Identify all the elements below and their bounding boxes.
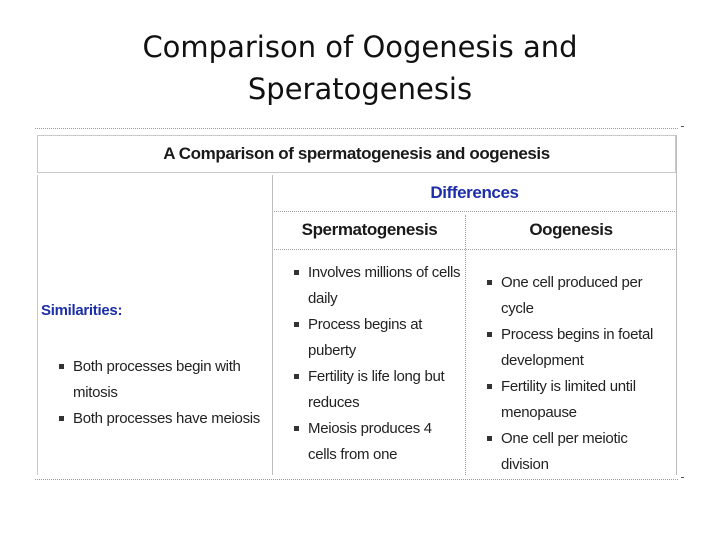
similarities-cell bbox=[37, 175, 271, 475]
slide-title-line-1: Comparison of Oogenesis and bbox=[142, 30, 578, 64]
slide-title bbox=[60, 26, 660, 110]
list-item: Both processes have meiosis bbox=[56, 406, 271, 432]
list-item: Process begins in foetal development bbox=[484, 322, 670, 374]
spermatogenesis-header: Spermatogenesis bbox=[301, 220, 438, 239]
row-divider bbox=[274, 249, 675, 250]
comparison-table bbox=[35, 128, 678, 480]
column-divider bbox=[272, 175, 273, 475]
similarities-label: Similarities: bbox=[41, 302, 123, 319]
list-item: Involves millions of cells daily bbox=[291, 260, 463, 312]
list-item: Fertility is limited until menopause bbox=[484, 374, 670, 426]
table-right-border bbox=[676, 135, 677, 475]
oogenesis-header-cell bbox=[467, 215, 675, 247]
list-item: Both processes begin with mitosis bbox=[56, 354, 271, 406]
list-item: Fertility is life long but reduces bbox=[291, 364, 463, 416]
differences-label: Differences bbox=[430, 183, 519, 202]
list-item: Process begins at puberty bbox=[291, 312, 463, 364]
differences-header-cell bbox=[274, 175, 675, 209]
corner-tick bbox=[681, 477, 684, 478]
spermatogenesis-header-cell bbox=[274, 215, 465, 247]
spermatogenesis-list bbox=[291, 260, 463, 468]
row-divider bbox=[274, 211, 675, 212]
column-divider bbox=[465, 215, 466, 475]
list-item: Meiosis produces 4 cells from one bbox=[291, 416, 463, 468]
slide-title-line-2: Speratogenesis bbox=[247, 72, 473, 106]
table-caption: A Comparison of spermatogenesis and oogenesis bbox=[163, 144, 550, 163]
list-item: One cell produced per cycle bbox=[484, 270, 670, 322]
table-caption-cell bbox=[37, 135, 676, 173]
corner-tick bbox=[681, 126, 684, 127]
similarities-list bbox=[56, 354, 271, 432]
list-item: One cell per meiotic division bbox=[484, 426, 670, 478]
oogenesis-list bbox=[484, 270, 670, 478]
oogenesis-header: Oogenesis bbox=[529, 220, 613, 239]
